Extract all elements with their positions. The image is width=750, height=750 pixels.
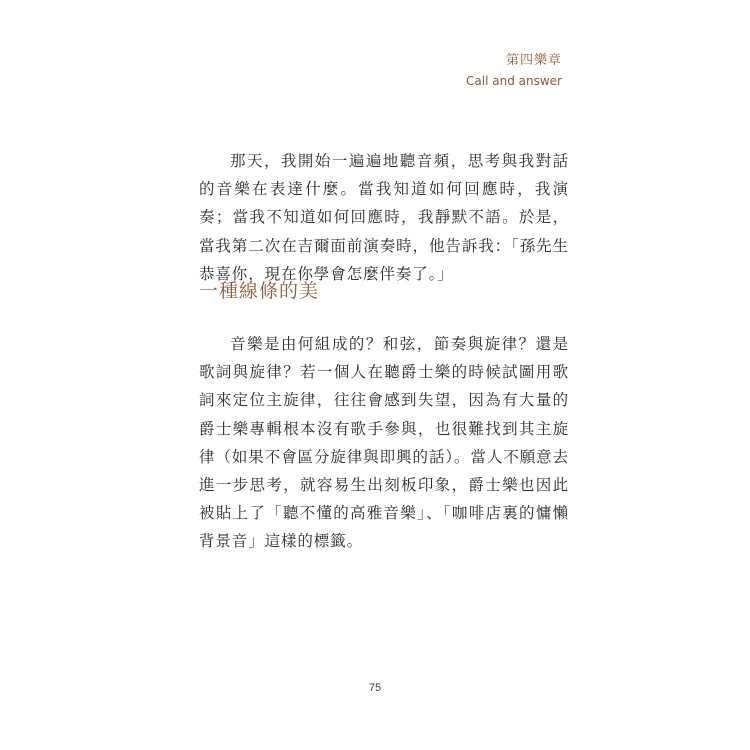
body-paragraph-2: 音樂是由何組成的？和弦，節奏與旋律？還是歌詞與旋律？若一個人在聽爵士樂的時候試圖用歌詞來定位主旋律，往往會感到失望，因為有大量的爵士樂專輯根本沒有歌手參與，也很難找到其主旋律（如果不會區分旋律與即興的話）。當人不願意去進一步思考，就容易生出刻板印象，爵士樂也因此被貼上了「聽不懂的高雅音樂」、「咖啡店裏的慵懶背景音」這樣的標籤。 bbox=[199, 335, 569, 551]
body-paragraph-1: 那天，我開始一遍遍地聽音頻，思考與我對話的音樂在表達什麼。當我知道如何回應時，我演奏；當我不知道如何回應時，我靜默不語。於是，當我第二次在吉爾面前演奏時，他告訴我：「孫先生恭喜你，現在你學會怎麼伴奏了。」 bbox=[199, 152, 569, 283]
chapter-title: 第四樂章 bbox=[505, 53, 562, 68]
chapter-subtitle: Call and answer bbox=[466, 74, 562, 88]
section-heading: 一種線條的美 bbox=[199, 280, 320, 302]
running-header bbox=[466, 52, 562, 90]
page-number: 75 bbox=[368, 682, 382, 694]
